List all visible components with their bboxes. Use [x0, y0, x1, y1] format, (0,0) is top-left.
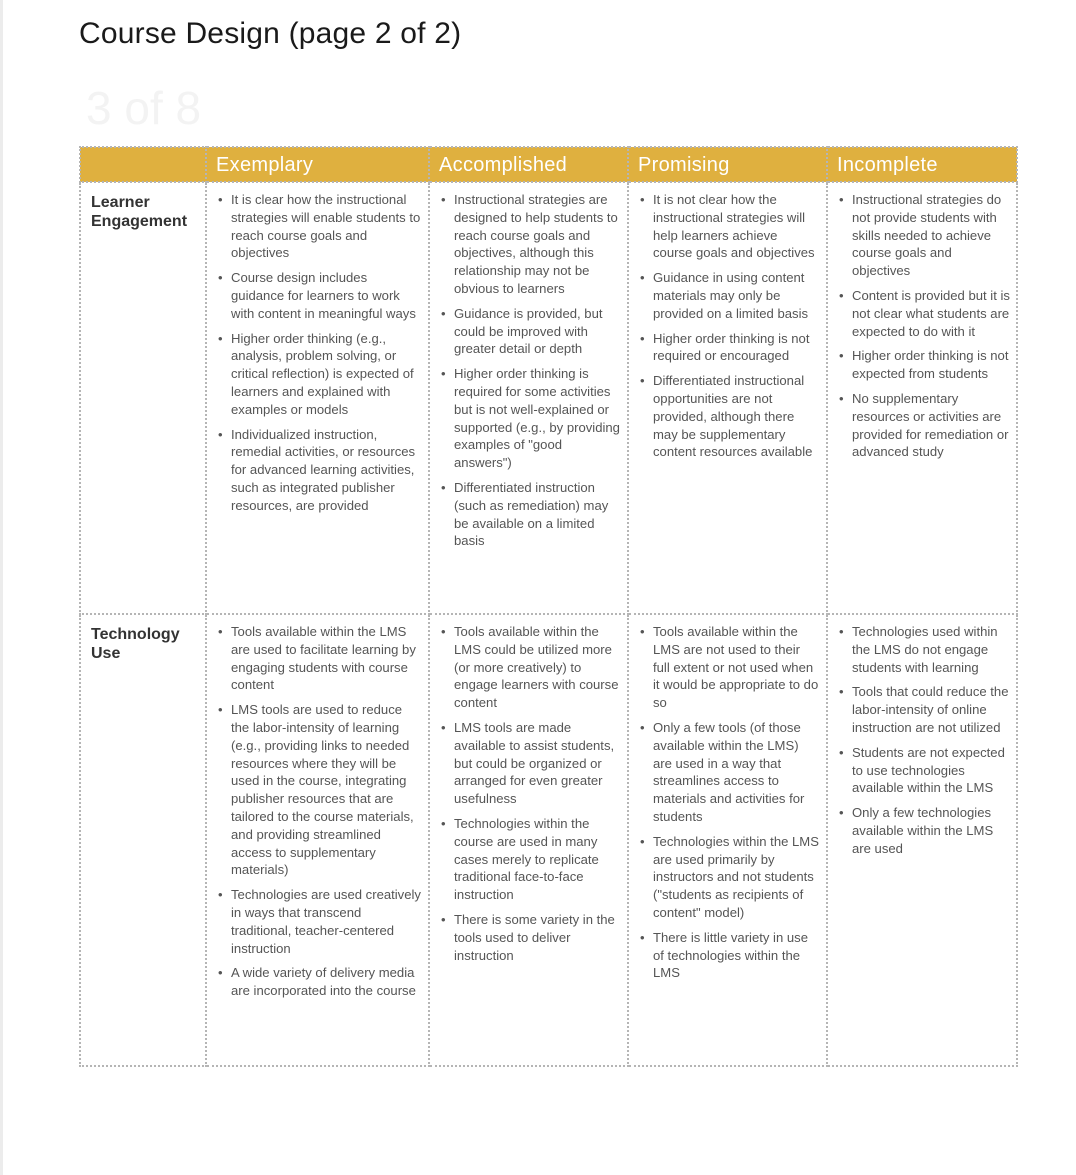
cell-technology-use-incomplete [827, 614, 1017, 1066]
criterion-item: • Differentiated instruction (such as remediation) may be available on a limited basis [441, 479, 621, 550]
cell-technology-use-exemplary [206, 614, 429, 1066]
criterion-item: • Students are not expected to use technologies available within the LMS [839, 744, 1010, 797]
criterion-item: • A wide variety of delivery media are incorporated into the course [218, 964, 422, 1000]
criterion-item: • Guidance is provided, but could be improved with greater detail or depth [441, 305, 621, 358]
cell-technology-use-accomplished [429, 614, 628, 1066]
criterion-item: • Higher order thinking is not expected from students [839, 347, 1010, 383]
page-title: Course Design (page 2 of 2) [79, 17, 462, 50]
column-header-incomplete: Incomplete [827, 147, 1017, 182]
row-label-learner-engagement: Learner Engagement [80, 182, 206, 614]
criterion-item: • Tools available within the LMS are used to facilitate learning by engaging students with course content [218, 623, 422, 694]
criterion-item: • Tools available within the LMS are not used to their full extent or not used when it would be appropriate to do so [640, 623, 820, 712]
criterion-item: • Technologies within the LMS are used primarily by instructors and not students ("students as recipients of content" model) [640, 833, 820, 922]
column-header-exemplary: Exemplary [206, 147, 429, 182]
criterion-item: • Differentiated instructional opportunities are not provided, although there may be supplementary content resources available [640, 372, 820, 461]
criterion-item: • LMS tools are used to reduce the labor-intensity of learning (e.g., providing links to needed resources where they will be used in the course, integrating publisher resources that are tailored to the course materials, and providing streamlined access to supplementary materials) [218, 701, 422, 879]
criterion-item: • Tools available within the LMS could be utilized more (or more creatively) to engage learners with course content [441, 623, 621, 712]
criterion-item: • Higher order thinking is required for some activities but is not well-explained or supported (e.g., by providing examples of "good answers") [441, 365, 621, 472]
criterion-item: • It is clear how the instructional strategies will enable students to reach course goals and objectives [218, 191, 422, 262]
criterion-item: • LMS tools are made available to assist students, but could be organized or arranged for even greater usefulness [441, 719, 621, 808]
criterion-item: • Content is provided but it is not clear what students are expected to do with it [839, 287, 1010, 340]
criterion-item: • Only a few technologies available within the LMS are used [839, 804, 1010, 857]
criterion-item: • Higher order thinking (e.g., analysis, problem solving, or critical reflection) is expected of learners and explained with examples or models [218, 330, 422, 419]
rubric-row-technology-use [80, 614, 1017, 1066]
column-header-promising: Promising [628, 147, 827, 182]
cell-learner-engagement-exemplary [206, 182, 429, 614]
page-edge [0, 0, 3, 1175]
rubric-header-row [80, 147, 1017, 182]
cell-learner-engagement-accomplished [429, 182, 628, 614]
criterion-item: • Tools that could reduce the labor-intensity of online instruction are not utilized [839, 683, 1010, 736]
criterion-item: • It is not clear how the instructional strategies will help learners achieve course goals and objectives [640, 191, 820, 262]
criterion-item: • Instructional strategies are designed to help students to reach course goals and objectives, although this relationship may not be obvious to learners [441, 191, 621, 298]
criterion-item: • Technologies within the course are used in many cases merely to replicate traditional face-to-face instruction [441, 815, 621, 904]
criterion-item: • Technologies are used creatively in ways that transcend traditional, teacher-centered instruction [218, 886, 422, 957]
criterion-item: • Course design includes guidance for learners to work with content in meaningful ways [218, 269, 422, 322]
criterion-item: • No supplementary resources or activities are provided for remediation or advanced study [839, 390, 1010, 461]
criterion-item: • There is some variety in the tools used to deliver instruction [441, 911, 621, 964]
criterion-item: • Instructional strategies do not provide students with skills needed to achieve course goals and objectives [839, 191, 1010, 280]
rubric-table [79, 146, 1018, 1067]
header-corner [80, 147, 206, 182]
cell-learner-engagement-incomplete [827, 182, 1017, 614]
faded-page-number: 3 of 8 [86, 82, 202, 134]
column-header-accomplished: Accomplished [429, 147, 628, 182]
criterion-item: • Technologies used within the LMS do not engage students with learning [839, 623, 1010, 676]
criterion-item: • Guidance in using content materials may only be provided on a limited basis [640, 269, 820, 322]
cell-learner-engagement-promising [628, 182, 827, 614]
criterion-item: • Individualized instruction, remedial activities, or resources for advanced learning activities, such as integrated publisher resources, are provided [218, 426, 422, 515]
rubric-row-learner-engagement [80, 182, 1017, 614]
cell-technology-use-promising [628, 614, 827, 1066]
criterion-item: • Higher order thinking is not required or encouraged [640, 330, 820, 366]
criterion-item: • Only a few tools (of those available within the LMS) are used in a way that streamlines access to materials and activities for students [640, 719, 820, 826]
criterion-item: • There is little variety in use of technologies within the LMS [640, 929, 820, 982]
row-label-technology-use: Technology Use [80, 614, 206, 1066]
